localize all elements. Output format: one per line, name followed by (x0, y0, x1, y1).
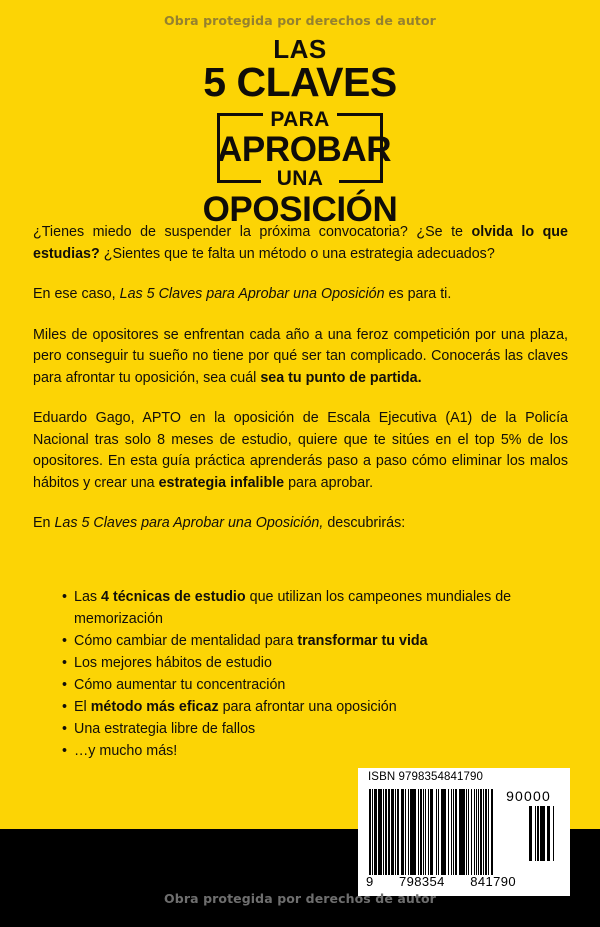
barcode-digit-group: 9 (366, 874, 374, 889)
barcode-bars-main (369, 789, 512, 875)
barcode-digit-group: 841790 (470, 874, 516, 889)
list-item-text: El (74, 698, 91, 715)
p3-part1: Miles de opositores se enfrentan cada año a una feroz competición por una plaza, pero conseguir tu sueño no tiene por qué ser tan complicado. Conocerás las claves para afrontar tu oposición, sea cuál (33, 326, 568, 386)
p4-part1: Eduardo Gago, APTO en la oposición de Escala Ejecutiva (A1) de la Policía Nacional tras solo 8 meses de estudio, quiere que te sitúes en el top 5% de los opositores. En esta guía práctica aprenderás paso a paso cómo eliminar los malos hábitos y crear una (33, 410, 568, 491)
title-line-para: PARA (270, 108, 330, 131)
bullet-dot-icon: • (62, 632, 68, 649)
paragraph-competition (33, 325, 568, 390)
bullet-dot-icon: • (62, 742, 68, 759)
bullet-dot-icon: • (62, 676, 68, 693)
title-line-una: UNA (276, 167, 324, 190)
benefits-list (62, 587, 562, 763)
list-item (62, 631, 562, 653)
p4-part2: para aprobar. (284, 474, 374, 491)
list-item (62, 741, 562, 763)
list-item-text: …y mucho más! (74, 742, 178, 759)
p5-part1: En (33, 515, 55, 531)
list-item-text: Una estrategia libre de fallos (74, 720, 256, 737)
copyright-watermark-top: Obra protegida por derechos de autor (164, 13, 436, 28)
price-addon-label: 90000 (506, 788, 551, 804)
bullet-dot-icon: • (62, 720, 68, 737)
list-item (62, 697, 562, 719)
p2-part1: En ese caso, (33, 286, 120, 302)
list-item-text-tail: que utilizan los campeones mundiales de memorización (74, 589, 512, 627)
p1-part1: ¿Tienes miedo de suspender la próxima convocatoria? ¿Se te (33, 224, 472, 240)
list-item-text: Cómo aumentar tu concentración (74, 676, 286, 693)
bullet-dot-icon: • (62, 698, 68, 715)
list-item-highlight: 4 técnicas de estudio (101, 589, 246, 605)
paragraph-author-bio (33, 408, 568, 494)
barcode-bar (553, 806, 554, 861)
barcode-digit-group: 798354 (399, 874, 445, 889)
list-item (62, 675, 562, 697)
title-frame (217, 105, 392, 190)
title-line-aprobar: APROBAR (217, 130, 392, 169)
list-item-text: Cómo cambiar de mentalidad para (74, 632, 298, 649)
list-item (62, 653, 562, 675)
list-item-text: Las (74, 589, 102, 605)
title-line-oposicion: OPOSICIÓN (202, 190, 398, 229)
list-item (62, 587, 562, 630)
benefits-list-items (62, 587, 562, 762)
paragraph-pitch (33, 284, 568, 306)
bullet-dot-icon: • (62, 589, 68, 605)
copyright-watermark-bottom: Obra protegida por derechos de autor (164, 891, 436, 906)
title-line-las: LAS (273, 34, 327, 64)
isbn-barcode (358, 768, 570, 896)
list-item-text: Los mejores hábitos de estudio (74, 654, 272, 671)
list-item-highlight: transformar tu vida (297, 632, 428, 649)
barcode-human-readable-digits (366, 874, 516, 889)
paragraph-hook (33, 222, 568, 265)
p5-part2: descubrirás: (323, 515, 406, 531)
list-item (62, 719, 562, 741)
list-item-text-tail: para afrontar una oposición (218, 698, 397, 715)
p4-bold1: estrategia infalible (158, 474, 285, 491)
list-item-highlight: método más eficaz (90, 698, 219, 715)
paragraph-list-intro (33, 513, 568, 535)
p3-bold1: sea tu punto de partida. (260, 369, 422, 386)
isbn-number-label: ISBN 9798354841790 (368, 771, 483, 783)
barcode-bars-addon (529, 806, 561, 861)
p5-italic1: Las 5 Claves para Aprobar una Oposición, (54, 515, 324, 531)
p2-part2: es para ti. (384, 286, 452, 302)
back-cover-copy (33, 222, 568, 554)
p1-part2: ¿Sientes que te falta un método o una estrategia adecuados? (99, 245, 495, 262)
p2-italic1: Las 5 Claves para Aprobar una Oposición (119, 286, 385, 302)
book-title-block (0, 36, 600, 229)
title-line-5-claves: 5 CLAVES (203, 59, 397, 105)
bullet-dot-icon: • (62, 654, 68, 671)
barcode-bar (493, 789, 495, 875)
p1-bold1: olvida lo que estudias? (33, 224, 568, 262)
